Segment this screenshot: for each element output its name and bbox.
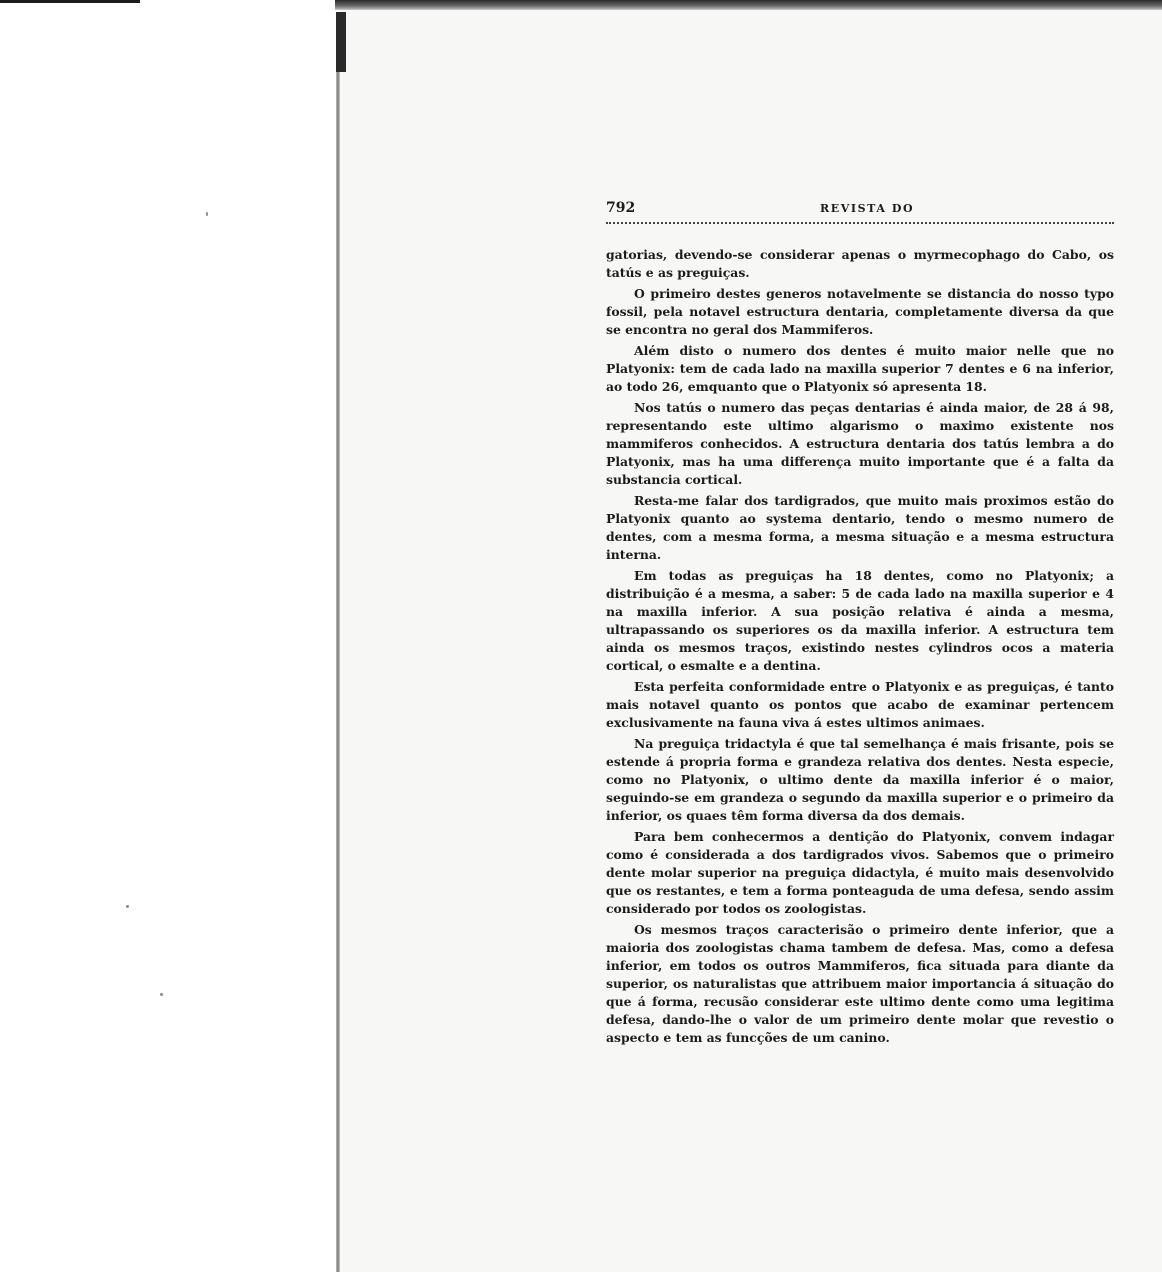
paragraph: Além disto o numero dos dentes é muito maior nelle que no Platyonix: tem de cada lado na maxilla superior 7 dentes e 6 na inferior, ao todo 26, emquanto que o Platyonix só apresenta 18. (606, 343, 1114, 394)
paragraph: Para bem conhecermos a dentição do Platyonix, convem indagar como é considerada a dos tardigrados vivos. Sabemos que o primeiro dente molar superior na preguiça didactyla, é muito mais desenvolvido que os restantes, e tem a forma ponteaguda de uma defesa, sendo assim considerado por todos os zoologistas. (606, 829, 1114, 916)
scan-edge-left (0, 0, 140, 3)
paragraph: Os mesmos traços caracterisão o primeiro dente inferior, que a maioria dos zoologistas chama tambem de defesa. Mas, como a defesa inferior, em todos os outros Mammiferos, fica situada para diante da superior, os naturalistas que attribuem maior importancia á situação do que á forma, recusão considerar este ultimo dente como uma legitima defesa, dando-lhe o valor de um primeiro dente molar que revestio o aspecto e tem as funcções de um canino. (606, 922, 1114, 1045)
body-text (606, 246, 1114, 1050)
page-gutter (336, 12, 340, 1272)
gutter-shadow (336, 12, 346, 72)
paragraph: Em todas as preguiças ha 18 dentes, como no Platyonix; a distribuição é a mesma, a saber: 5 de cada lado na maxilla superior e 4 na maxilla inferior. A sua posição relativa é ainda a mesma, ultrapassando os superiores os da maxilla inferior. A estructura tem ainda os mesmos traços, existindo nestes cylindros ocos a materia cortical, o esmalte e a dentina. (606, 568, 1114, 673)
header-rule (606, 222, 1114, 224)
scan-speck (126, 905, 129, 908)
paragraph: gatorias, devendo-se considerar apenas o myrmecophago do Cabo, os tatús e as preguiças. (606, 247, 1114, 280)
scan-speck (160, 993, 163, 996)
paragraph: Nos tatús o numero das peças dentarias é ainda maior, de 28 á 98, representando este ultimo algarismo o maximo existente nos mammiferos conhecidos. A estructura dentaria dos tatús lembra a do Platyonix, mas ha uma differença muito importante que é a falta da substancia cortical. (606, 400, 1114, 487)
left-page-area (0, 0, 338, 1272)
scan-speck (206, 212, 208, 216)
paragraph: Resta-me falar dos tardigrados, que muito mais proximos estão do Platyonix quanto ao systema dentario, tendo o mesmo numero de dentes, com a mesma forma, a mesma situação e a mesma estructura interna. (606, 493, 1114, 562)
paragraph: O primeiro destes generos notavelmente se distancia do nosso typo fossil, pela notavel estructura dentaria, completamente diversa da que se encontra no geral dos Mammiferos. (606, 286, 1114, 337)
page-header (606, 198, 1114, 222)
running-head: REVISTA DO (820, 202, 915, 215)
paragraph: Na preguiça tridactyla é que tal semelhança é mais frisante, pois se estende á propria forma e grandeza relativa dos dentes. Nesta especie, como no Platyonix, o ultimo dente da maxilla inferior é o maior, seguindo-se em grandeza o segundo da maxilla superior e o primeiro da inferior, os quaes têm forma diversa da dos demais. (606, 736, 1114, 823)
scan-edge-top (335, 0, 1162, 10)
page-number: 792 (606, 200, 636, 216)
paragraph: Esta perfeita conformidade entre o Platyonix e as preguiças, é tanto mais notavel quanto os pontos que acabo de examinar pertencem exclusivamente na fauna viva á estes ultimos animaes. (606, 679, 1114, 730)
